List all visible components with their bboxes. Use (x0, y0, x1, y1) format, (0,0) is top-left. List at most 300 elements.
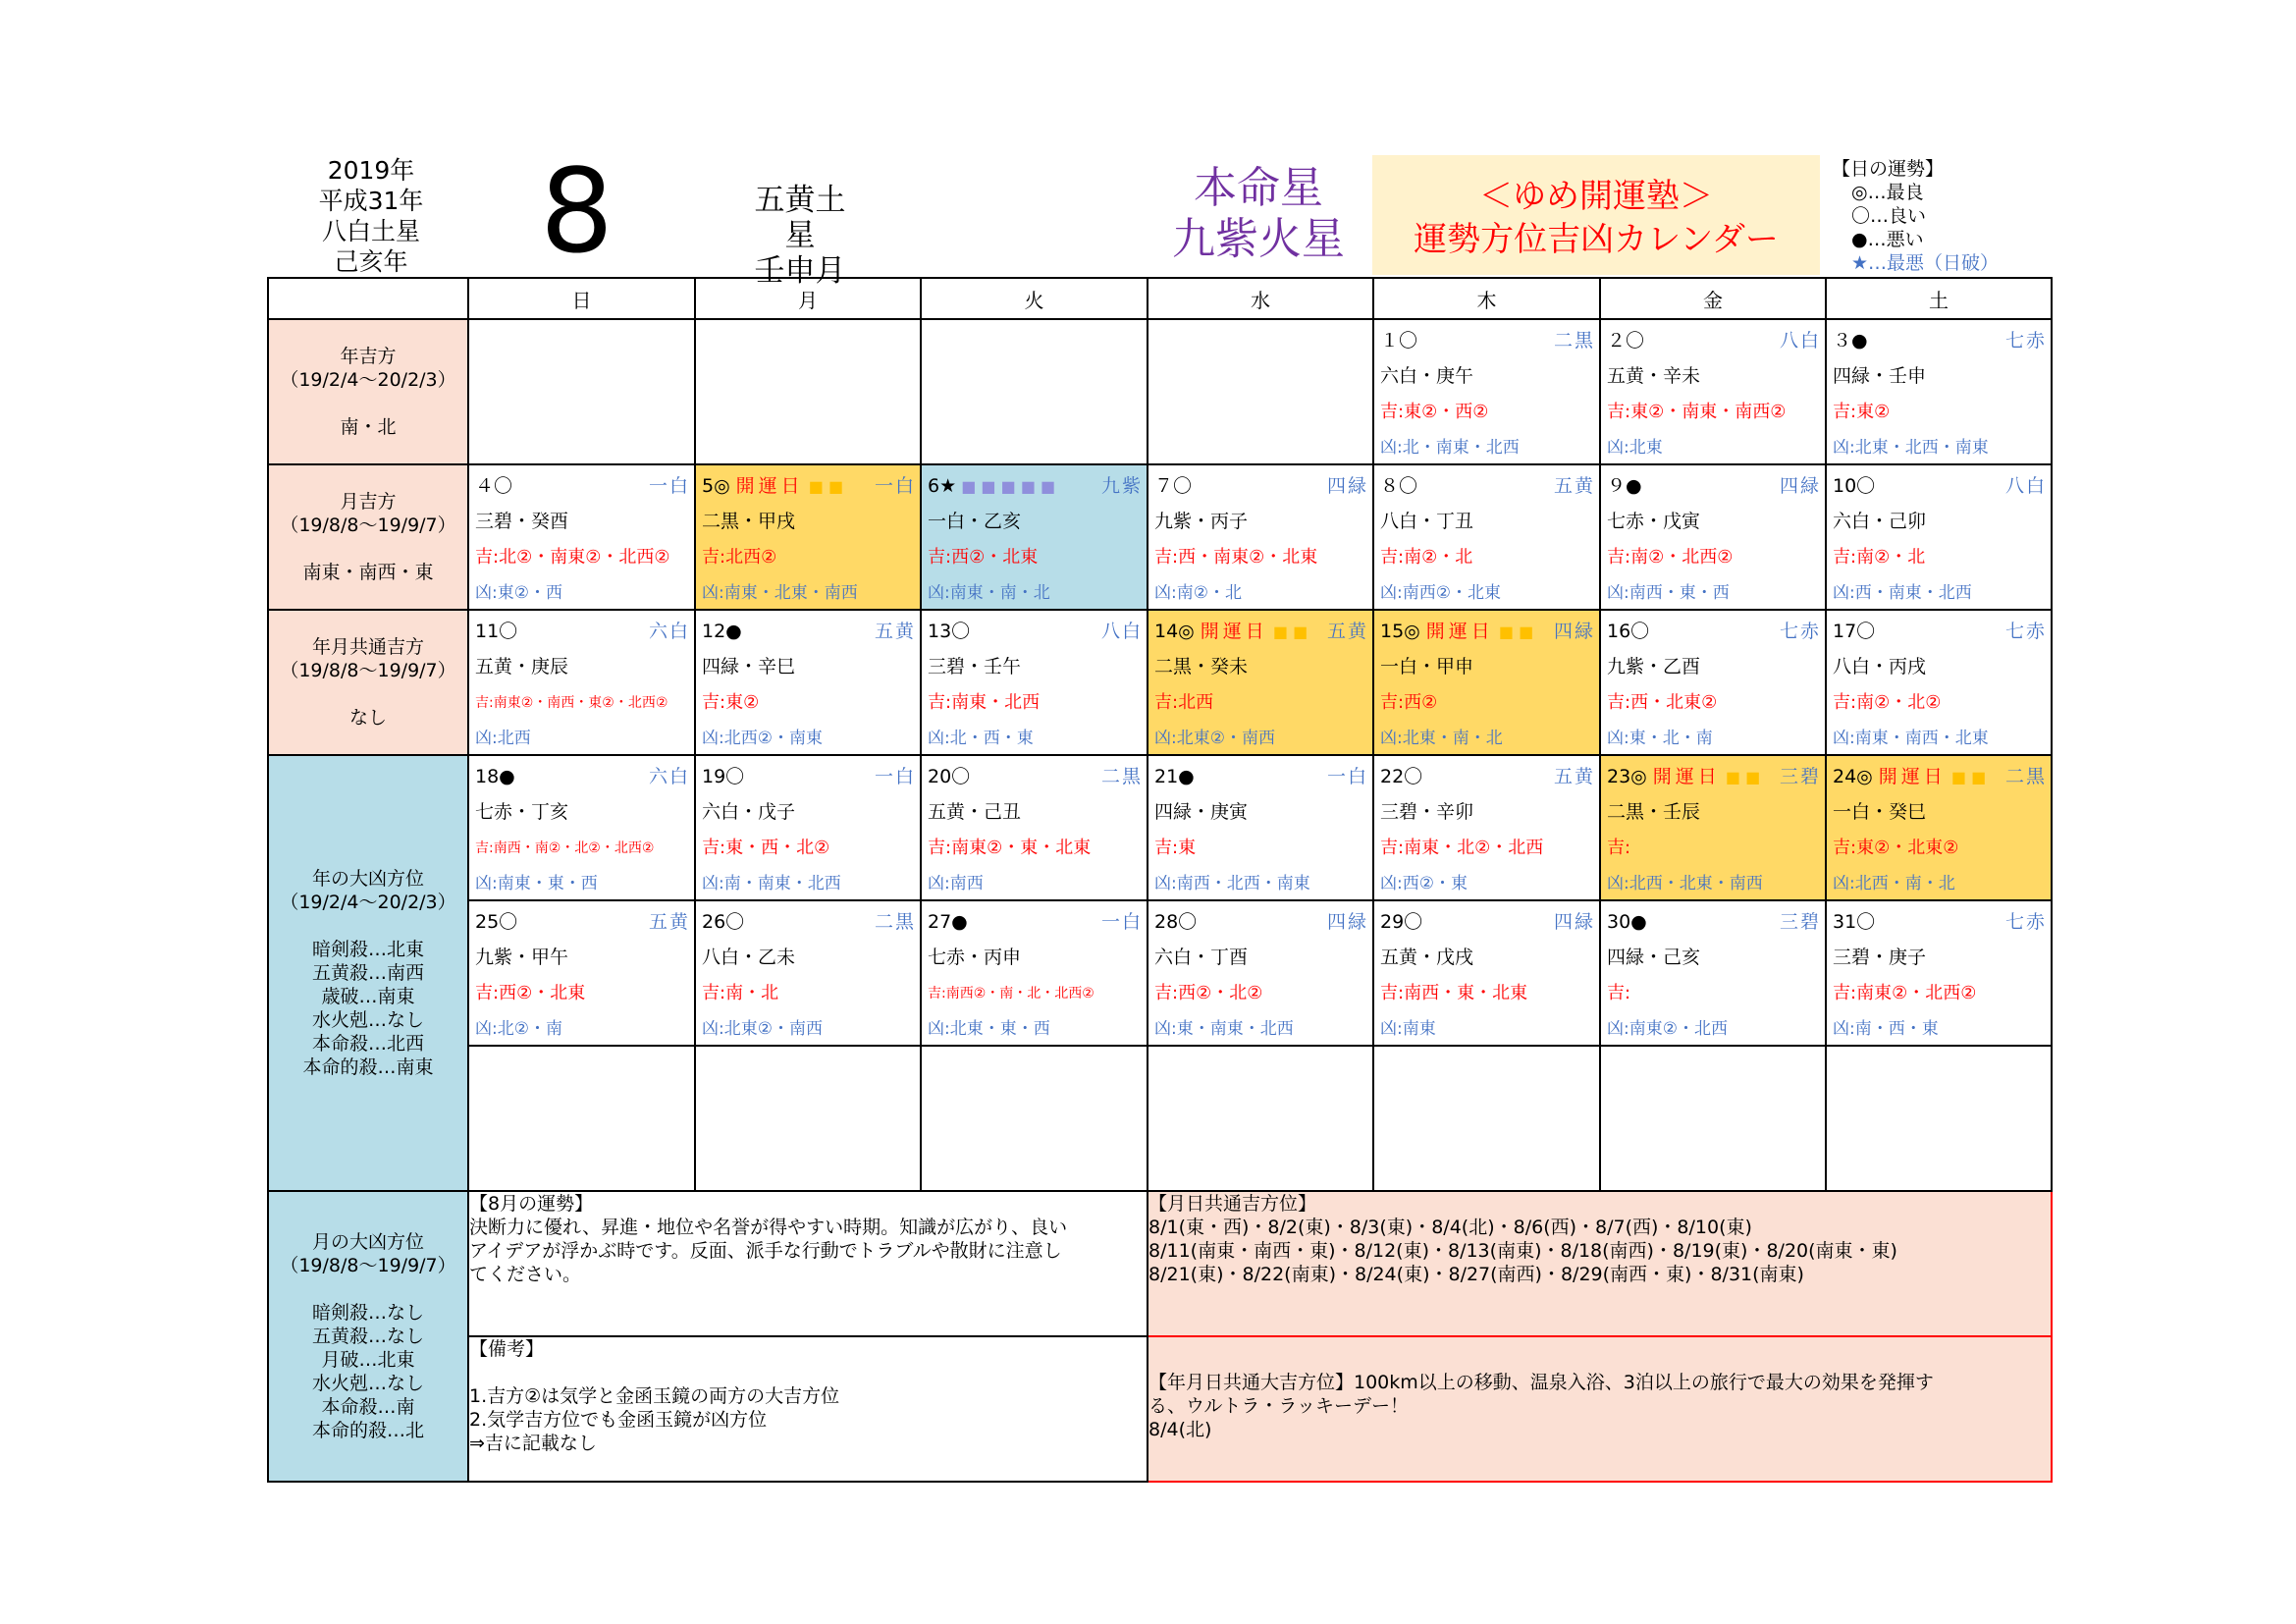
legend-good: 〇…良い (1851, 205, 1927, 227)
day-star: 二黒 (874, 911, 916, 933)
side-item: 水火剋…なし (311, 1373, 424, 1394)
day-cell (1373, 900, 1600, 1046)
day-cell (468, 900, 695, 1046)
day-cell (921, 610, 1148, 755)
unlucky-directions: 凶:北②・南 (475, 1019, 562, 1039)
lucky-directions: 吉:北西② (702, 547, 777, 568)
common-direction-note (1148, 1191, 2052, 1336)
side-title: 年吉方 (340, 346, 397, 367)
day-cell (921, 900, 1148, 1046)
day-cell (1600, 464, 1826, 610)
day-star: 六白 (648, 766, 690, 787)
calendar-table (267, 277, 2053, 1483)
month-kanshi-line: 壬申月 (754, 253, 846, 289)
note-line: る、ウルトラ・ラッキーデー！ (1148, 1395, 1410, 1417)
lucky-directions: 吉: (1607, 838, 1631, 858)
day-date: ８〇 (1380, 475, 1418, 497)
day-star: 八白 (1100, 621, 1143, 642)
weekday-mon: 月 (695, 278, 921, 319)
day-star: 四緑 (1779, 475, 1821, 497)
day-star: 七赤 (2004, 621, 2047, 642)
lucky-directions: 吉:北西 (1154, 692, 1214, 713)
note-line: 1.吉方②は気学と金函玉鏡の両方の大吉方位 (469, 1385, 840, 1407)
day-kanshi: 三碧・庚子 (1833, 947, 1927, 968)
note-line: アイデアが浮かぶ時です。反面、派手な行動でトラブルや散財に注意し (469, 1240, 1062, 1262)
lucky-directions: 吉:北②・南東②・北西② (475, 547, 670, 568)
month-info (746, 183, 854, 289)
day-cell (468, 610, 695, 755)
unlucky-directions: 凶:北西 (475, 729, 531, 748)
side-item: 暗剣殺…北東 (311, 939, 424, 960)
day-date: 31〇 (1833, 911, 1876, 933)
day-date: １〇 (1380, 330, 1418, 352)
unlucky-directions: 凶:南西 (928, 874, 984, 893)
day-kanshi: 七赤・戊寅 (1607, 511, 1701, 532)
side-period: （19/8/8～19/9/7） (280, 1255, 456, 1276)
note-title: 【備考】 (469, 1338, 545, 1360)
day-star: 五黄 (1553, 766, 1595, 787)
kaiun-label: 開運日 (1652, 766, 1721, 787)
unlucky-directions: 凶:北・南東・北西 (1380, 438, 1520, 458)
unlucky-directions: 凶:北東・南・北 (1380, 729, 1503, 748)
kaiun-label: 開運日 (1200, 621, 1268, 642)
day-cell (1148, 464, 1373, 610)
day-date: 17〇 (1833, 621, 1876, 642)
day-cell (1148, 900, 1373, 1046)
day-date: 30● (1607, 911, 1647, 933)
day-cell (1826, 319, 2052, 464)
unlucky-directions: 凶:西・南東・北西 (1833, 583, 1972, 603)
side-title: 年月共通吉方 (311, 636, 424, 658)
legend-best: ◎…最良 (1851, 182, 1924, 203)
weekday-header-row (268, 278, 2052, 319)
lucky-directions: 吉:西②・北② (1154, 983, 1263, 1003)
kaiun-label: 開運日 (1425, 621, 1494, 642)
lucky-directions: 吉:東②・西② (1380, 402, 1489, 422)
side-value: なし (348, 707, 387, 729)
legend-worst: ★…最悪（日破） (1851, 252, 2000, 274)
day-date: ２〇 (1607, 330, 1645, 352)
week-row (268, 755, 2052, 900)
day-kanshi: 九紫・乙酉 (1607, 656, 1701, 677)
day-star: 二黒 (1553, 330, 1595, 352)
day-cell (695, 755, 921, 900)
lucky-directions: 吉:西・北東② (1607, 692, 1718, 713)
square-marks-icon: ■ ■ (1493, 623, 1534, 641)
day-cell (695, 610, 921, 755)
day-kanshi: 八白・乙未 (702, 947, 796, 968)
unlucky-directions: 凶:南②・北 (1154, 583, 1242, 603)
month-lucky-direction (268, 464, 468, 610)
title-brand: ＜ゆめ開運塾＞ (1479, 177, 1713, 216)
unlucky-directions: 凶:南西②・北東 (1380, 583, 1501, 603)
unlucky-directions: 凶:北東②・南西 (702, 1019, 823, 1039)
month-star-line: 五黄土星 (754, 183, 846, 253)
side-item: 月破…北東 (321, 1349, 415, 1371)
note-line: 決断力に優れ、昇進・地位や名誉が得やすい時期。知識が広がり、良い (469, 1217, 1068, 1238)
legend-title: 【日の運勢】 (1832, 158, 1945, 180)
day-date: 22〇 (1380, 766, 1423, 787)
empty-cell (921, 319, 1148, 464)
side-blank (269, 537, 467, 561)
ultra-lucky-note (1148, 1336, 2052, 1482)
day-date: ９● (1607, 475, 1642, 497)
day-kanshi: 八白・丙戌 (1833, 656, 1927, 677)
unlucky-directions: 凶:北東 (1607, 438, 1663, 458)
day-date: ７〇 (1154, 475, 1193, 497)
day-date: 6★ (928, 475, 957, 497)
kaiun-label: 開運日 (1878, 766, 1947, 787)
year-lucky-direction (268, 319, 468, 464)
lucky-directions: 吉:南②・北西② (1607, 547, 1734, 568)
note-line: 8/11(南東・南西・東)・8/12(東)・8/13(南東)・8/18(南西)・8/19(東)・8/20(南東・東) (1148, 1240, 1897, 1262)
day-star: 四緑 (1326, 475, 1368, 497)
week-row (268, 1046, 2052, 1191)
day-kanshi: 六白・己卯 (1833, 511, 1927, 532)
day-date: 20〇 (928, 766, 971, 787)
honmei-label: 本命星 (1194, 163, 1323, 213)
day-kanshi: 五黄・戊戌 (1380, 947, 1474, 968)
empty-cell (1148, 319, 1373, 464)
day-cell (1826, 900, 2052, 1046)
unlucky-directions: 凶:南西・東・西 (1607, 583, 1730, 603)
day-star: 二黒 (2004, 766, 2047, 787)
lucky-directions: 吉:南西②・南・北・北西② (928, 986, 1095, 1001)
era-line: 平成31年 (318, 187, 424, 215)
unlucky-directions: 凶:北東・東・西 (928, 1019, 1050, 1039)
day-star: 六白 (648, 621, 690, 642)
empty-cell (1600, 1046, 1826, 1191)
day-kanshi: 六白・庚午 (1380, 365, 1474, 387)
day-cell (1826, 755, 2052, 900)
note-title: 【8月の運勢】 (469, 1193, 594, 1215)
note-line (469, 1361, 1147, 1384)
corner-cell (268, 278, 468, 319)
lucky-directions: 吉:南②・北 (1833, 547, 1926, 568)
day-kanshi: 二黒・甲戌 (702, 511, 796, 532)
unlucky-directions: 凶:西②・東 (1380, 874, 1468, 893)
day-date: 12● (702, 621, 742, 642)
lucky-directions: 吉:西・南東②・北東 (1154, 547, 1318, 568)
empty-cell (1148, 1046, 1373, 1191)
empty-cell (921, 1046, 1148, 1191)
week-row (268, 900, 2052, 1046)
square-marks-icon: ■ ■ (1720, 768, 1761, 786)
empty-cell (695, 319, 921, 464)
side-item: 水火剋…なし (311, 1009, 424, 1031)
side-period: （19/8/8～19/9/7） (280, 514, 456, 536)
day-star: 五黄 (648, 911, 690, 933)
monthly-fortune-note (468, 1191, 1148, 1336)
day-cell (1148, 610, 1373, 755)
day-date: 14◎ (1154, 621, 1195, 642)
unlucky-directions: 凶:南東・東・西 (475, 874, 598, 893)
day-cell (1826, 610, 2052, 755)
note-line: 8/1(東・西)・8/2(東)・8/3(東)・8/4(北)・8/6(西)・8/7(西)・8/10(東) (1148, 1217, 1752, 1238)
lucky-directions: 吉:南東・北②・北西 (1380, 838, 1544, 858)
day-cell (1826, 464, 2052, 610)
day-cell (921, 464, 1148, 610)
year-kanshi-line: 己亥年 (334, 247, 408, 276)
legend-bad: ●…悪い (1851, 229, 1924, 250)
note-line: 8/4(北) (1148, 1419, 1212, 1440)
unlucky-directions: 凶:北東②・南西 (1154, 729, 1275, 748)
side-item: 本命殺…北西 (311, 1033, 424, 1055)
day-kanshi: 六白・丁酉 (1154, 947, 1249, 968)
side-item: 暗剣殺…なし (311, 1302, 424, 1324)
day-kanshi: 四緑・辛巳 (702, 656, 796, 677)
calendar-title (1372, 155, 1820, 275)
kaiun-label: 開運日 (735, 475, 804, 497)
day-kanshi: 四緑・壬申 (1833, 365, 1927, 387)
side-item: 本命的殺…北 (311, 1420, 424, 1441)
day-cell (1600, 900, 1826, 1046)
day-kanshi: 九紫・丙子 (1154, 511, 1249, 532)
square-marks-icon: ■ ■ ■ ■ ■ (956, 477, 1056, 496)
lucky-directions: 吉:南東②・東・北東 (928, 838, 1092, 858)
day-kanshi: 五黄・庚辰 (475, 656, 569, 677)
year-info (312, 155, 430, 277)
day-star: 五黄 (874, 621, 916, 642)
lucky-directions: 吉:東②・南東・南西② (1607, 402, 1787, 422)
side-item: 本命殺…南 (321, 1396, 415, 1418)
side-period: （19/8/8～19/9/7） (280, 660, 456, 681)
day-star: 一白 (1326, 766, 1368, 787)
note-line: 2.気学吉方位でも金函玉鏡が凶方位 (469, 1409, 768, 1431)
side-title: 月吉方 (340, 491, 397, 513)
weekday-wed: 水 (1148, 278, 1373, 319)
day-date: 26〇 (702, 911, 745, 933)
day-kanshi: 五黄・辛未 (1607, 365, 1701, 387)
day-cell (1600, 319, 1826, 464)
lucky-directions: 吉:南・北 (702, 983, 779, 1003)
lucky-directions: 吉:西②・北東 (928, 547, 1039, 568)
day-kanshi: 七赤・丙申 (928, 947, 1022, 968)
lucky-directions: 吉:東 (1154, 838, 1197, 858)
empty-cell (468, 319, 695, 464)
empty-cell (1826, 1046, 2052, 1191)
lucky-directions: 吉:南東・北西 (928, 692, 1041, 713)
unlucky-directions: 凶:南東・南・北 (928, 583, 1050, 603)
lucky-directions: 吉: (1607, 983, 1631, 1003)
day-star: 七赤 (1779, 621, 1821, 642)
honmei-star (1150, 163, 1366, 265)
day-star: 七赤 (2004, 330, 2047, 352)
day-date: 10〇 (1833, 475, 1876, 497)
day-kanshi: 四緑・己亥 (1607, 947, 1701, 968)
side-item: 本命的殺…南東 (302, 1056, 434, 1078)
day-star: 三碧 (1779, 766, 1821, 787)
day-date: 16〇 (1607, 621, 1650, 642)
unlucky-directions: 凶:北西・北東・南西 (1607, 874, 1763, 893)
day-star: 一白 (648, 475, 690, 497)
day-star: 三碧 (1779, 911, 1821, 933)
day-star: 四緑 (1553, 911, 1595, 933)
unlucky-directions: 凶:南・南東・北西 (702, 874, 841, 893)
notes-row (268, 1191, 2052, 1336)
side-period: （19/2/4～20/2/3） (280, 892, 456, 913)
empty-cell (1373, 1046, 1600, 1191)
side-blank (269, 1277, 467, 1301)
day-date: 15◎ (1380, 621, 1420, 642)
side-blank (269, 682, 467, 706)
empty-cell (695, 1046, 921, 1191)
day-star: 九紫 (1100, 475, 1143, 497)
title-main: 運勢方位吉凶カレンダー (1414, 220, 1779, 259)
day-cell (468, 755, 695, 900)
day-kanshi: 三碧・辛卯 (1380, 801, 1474, 823)
day-star: 八白 (1779, 330, 1821, 352)
day-kanshi: 五黄・己丑 (928, 801, 1022, 823)
day-kanshi: 二黒・癸未 (1154, 656, 1249, 677)
lucky-directions: 吉:南②・北 (1380, 547, 1473, 568)
side-item: 五黄殺…なし (311, 1326, 424, 1347)
day-cell (1373, 610, 1600, 755)
square-marks-icon: ■ ■ (1946, 768, 1987, 786)
empty-cell (468, 1046, 695, 1191)
day-kanshi: 三碧・壬午 (928, 656, 1022, 677)
day-cell (1600, 610, 1826, 755)
lucky-directions: 吉:東・西・北② (702, 838, 830, 858)
unlucky-directions: 凶:北西・南・北 (1833, 874, 1955, 893)
side-item: 歳破…南東 (321, 986, 415, 1007)
weekday-fri: 金 (1600, 278, 1826, 319)
side-period: （19/2/4～20/2/3） (280, 369, 456, 391)
day-kanshi: 七赤・丁亥 (475, 801, 569, 823)
unlucky-directions: 凶:南東・北東・南西 (702, 583, 858, 603)
day-star: 二黒 (1100, 766, 1143, 787)
day-date: 18● (475, 766, 515, 787)
note-line: 8/21(東)・8/22(南東)・8/24(東)・8/27(南西)・8/29(南西・東)・8/31(南東) (1148, 1264, 1804, 1285)
unlucky-directions: 凶:東②・西 (475, 583, 562, 603)
day-cell (695, 900, 921, 1046)
day-kanshi: 一白・癸巳 (1833, 801, 1927, 823)
day-cell (1148, 755, 1373, 900)
day-kanshi: 三碧・癸酉 (475, 511, 569, 532)
lucky-directions: 吉:南東②・南西・東②・北西② (475, 695, 668, 711)
square-marks-icon: ■ ■ (1267, 623, 1308, 641)
day-star: 一白 (1100, 911, 1143, 933)
day-cell (921, 755, 1148, 900)
day-date: 11〇 (475, 621, 518, 642)
day-star: 五黄 (1326, 621, 1368, 642)
notes-row (268, 1336, 2052, 1482)
day-star: 四緑 (1553, 621, 1595, 642)
unlucky-directions: 凶:南東・南西・北東 (1833, 729, 1989, 748)
day-date: 5◎ (702, 475, 730, 497)
day-cell (468, 464, 695, 610)
side-blank (269, 914, 467, 938)
note-line: 【年月日共通大吉方位】100km以上の移動、温泉入浴、3泊以上の旅行で最大の効果を発揮す (1148, 1372, 1934, 1393)
note-title: 【月日共通吉方位】 (1148, 1193, 1317, 1215)
lucky-directions: 吉:南西・南②・北②・北西② (475, 840, 655, 856)
day-cell (1373, 755, 1600, 900)
weekday-sat: 土 (1826, 278, 2052, 319)
day-kanshi: 二黒・壬辰 (1607, 801, 1701, 823)
side-value: 南・北 (340, 416, 397, 438)
day-cell (1600, 755, 1826, 900)
week-row (268, 319, 2052, 464)
day-kanshi: 八白・丁丑 (1380, 511, 1474, 532)
day-cell (695, 464, 921, 610)
day-date: 21● (1154, 766, 1195, 787)
day-date: 28〇 (1154, 911, 1198, 933)
day-kanshi: 四緑・庚寅 (1154, 801, 1249, 823)
month-number: 8 (540, 143, 614, 279)
unlucky-directions: 凶:南西・北西・南東 (1154, 874, 1310, 893)
day-star: 七赤 (2004, 911, 2047, 933)
remarks-note (468, 1336, 1148, 1482)
day-star: 五黄 (1553, 475, 1595, 497)
day-star: 八白 (2004, 475, 2047, 497)
day-date: ３● (1833, 330, 1868, 352)
day-date: 25〇 (475, 911, 518, 933)
year-line: 2019年 (327, 156, 415, 185)
unlucky-directions: 凶:南・西・東 (1833, 1019, 1939, 1039)
side-value: 南東・南西・東 (302, 562, 434, 583)
day-date: 13〇 (928, 621, 971, 642)
lucky-directions: 吉:東②・北東② (1833, 838, 1959, 858)
day-date: 23◎ (1607, 766, 1647, 787)
unlucky-directions: 凶:東・南東・北西 (1154, 1019, 1294, 1039)
weekday-sun: 日 (468, 278, 695, 319)
note-line: てください。 (469, 1264, 582, 1285)
day-kanshi: 一白・乙亥 (928, 511, 1022, 532)
day-date: ４〇 (475, 475, 513, 497)
day-star: 一白 (874, 475, 916, 497)
fortune-legend (1832, 157, 1999, 275)
year-star-line: 八白土星 (321, 217, 420, 245)
side-title: 月の大凶方位 (311, 1231, 424, 1253)
unlucky-directions: 凶:北・西・東 (928, 729, 1034, 748)
lucky-directions: 吉:南西・東・北東 (1380, 983, 1528, 1003)
day-date: 24◎ (1833, 766, 1873, 787)
day-star: 四緑 (1326, 911, 1368, 933)
unlucky-directions: 凶:北東・北西・南東 (1833, 438, 1989, 458)
side-title: 年の大凶方位 (311, 868, 424, 890)
note-line: ⇒吉に記載なし (469, 1433, 597, 1454)
month-unlucky-direction (268, 1191, 468, 1482)
side-blank (269, 392, 467, 415)
weekday-tue: 火 (921, 278, 1148, 319)
lucky-directions: 吉:西② (1380, 692, 1438, 713)
week-row (268, 610, 2052, 755)
unlucky-directions: 凶:東・北・南 (1607, 729, 1713, 748)
honmei-value: 九紫火星 (1172, 214, 1345, 264)
square-marks-icon: ■ ■ (803, 477, 844, 496)
day-cell (1373, 464, 1600, 610)
day-date: 19〇 (702, 766, 745, 787)
unlucky-directions: 凶:北西②・南東 (702, 729, 823, 748)
day-kanshi: 六白・戊子 (702, 801, 796, 823)
lucky-directions: 吉:東② (1833, 402, 1891, 422)
side-item: 五黄殺…南西 (311, 962, 424, 984)
weekday-thu: 木 (1373, 278, 1600, 319)
lucky-directions: 吉:南東②・北西② (1833, 983, 1977, 1003)
day-date: 29〇 (1380, 911, 1423, 933)
week-row (268, 464, 2052, 610)
lucky-directions: 吉:西②・北東 (475, 983, 586, 1003)
day-date: 27● (928, 911, 968, 933)
lucky-directions: 吉:東② (702, 692, 760, 713)
day-kanshi: 九紫・甲午 (475, 947, 569, 968)
lucky-directions: 吉:南②・北② (1833, 692, 1942, 713)
year-unlucky-direction (268, 755, 468, 1191)
common-lucky-direction (268, 610, 468, 755)
day-cell (1373, 319, 1600, 464)
unlucky-directions: 凶:南東②・北西 (1607, 1019, 1728, 1039)
day-star: 一白 (874, 766, 916, 787)
